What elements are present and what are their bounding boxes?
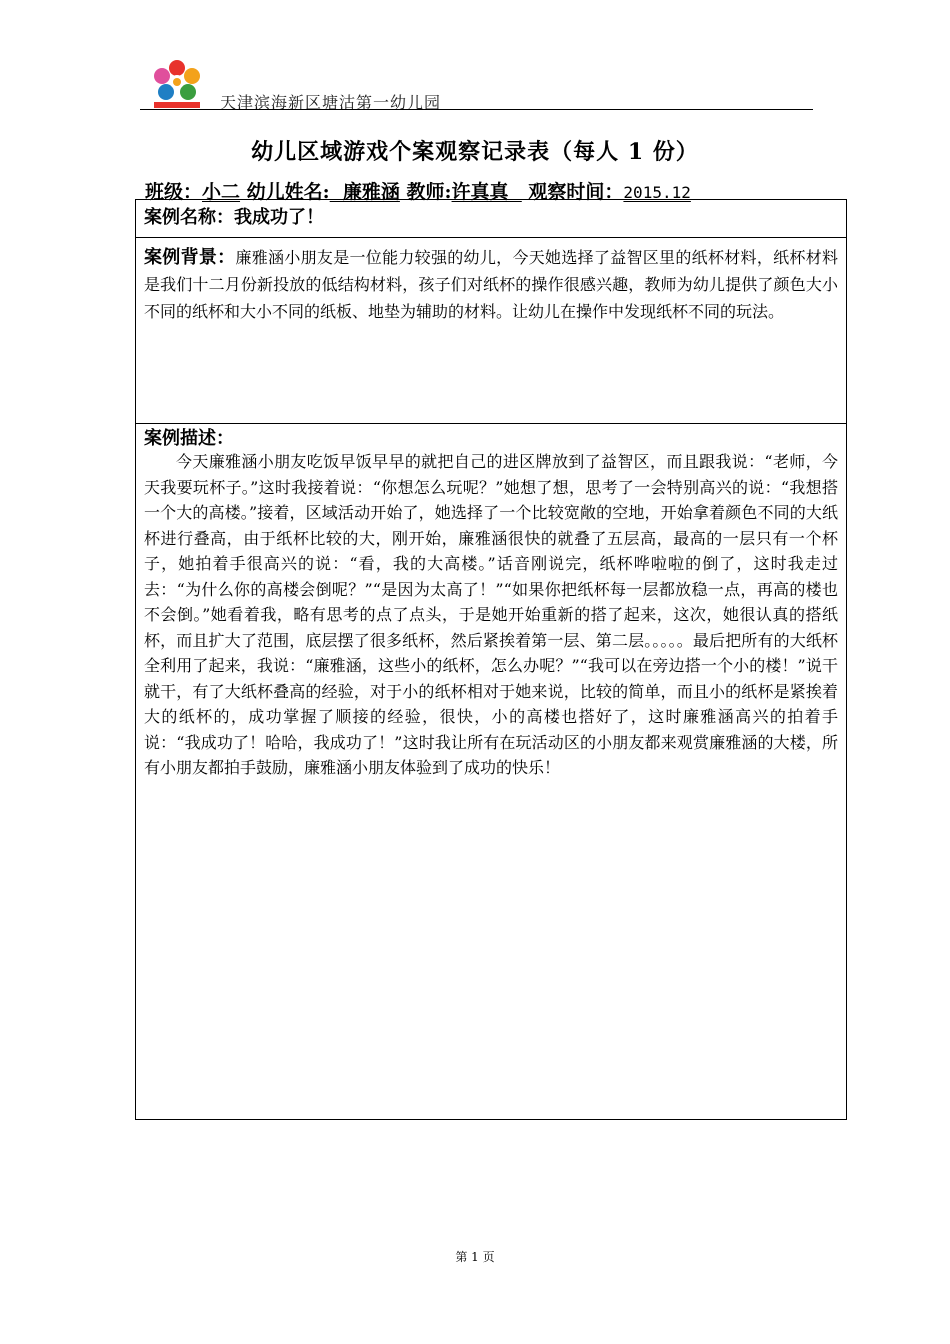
kindergarten-flower-logo-icon [148, 58, 206, 110]
case-description-row [136, 424, 846, 1121]
case-description-text: 今天廉雅涵小朋友吃饭早饭早早的就把自己的进区牌放到了益智区，而且跟我说：“老师，今天我要玩杯子。”这时我接着说：“你想怎么玩呢？”她想了想，思考了一会特别高兴的说：“我想搭一个大的高楼。”接着，区域活动开始了，她选择了一个比较宽敞的空地，开始拿着颜色不同的大纸杯进行叠高，由于纸杯比较的大，刚开始，廉雅涵很快的就叠了五层高，最高的一层只有一个杯子，她拍着手很高兴的说：“看，我的大高楼。”话音刚说完，纸杯哗啦啦的倒了，这时我走过去：“为什么你的高楼会倒呢？”“是因为太高了！”“如果你把纸杯每一层都放稳一点，再高的楼也不会倒。”她看着我，略有思考的点了点头，于是她开始重新的搭了起来，这次，她很认真的搭纸杯，而且扩大了范围，底层摆了很多纸杯，然后紧挨着第一层、第二层。。。。。最后把所有的大纸杯全利用了起来，我说：“廉雅涵，这些小的纸杯，怎么办呢？”“我可以在旁边搭一个小的楼！”说干就干，有了大纸杯叠高的经验，对于小的纸杯相对于她来说，比较的简单，而且小的纸杯是紧挨着大的纸杯的，成功掌握了顺接的经验，很快，小的高楼也搭好了，这时廉雅涵高兴的拍着手说：“我成功了！哈哈，我成功了！”这时我让所有在玩活动区的小朋友都来观赏廉雅涵的大楼，所有小朋友都拍手鼓励，廉雅涵小朋友体验到了成功的快乐！ [144, 452, 838, 777]
teacher-value: 许真真 [451, 181, 522, 203]
observation-time-value: 2015.12 [623, 183, 691, 202]
class-label: 班级： [145, 181, 203, 203]
header-divider [140, 109, 813, 110]
case-background [144, 244, 838, 325]
observation-record-table [135, 199, 847, 1120]
case-name-value: 我成功了！ [234, 207, 324, 228]
child-name-value: 廉雅涵 [329, 181, 400, 203]
case-name-label: 案例名称： [144, 207, 234, 228]
page-header [140, 52, 815, 110]
class-value: 小二 [202, 181, 241, 203]
case-description-label: 案例描述： [144, 428, 234, 449]
school-name: 天津滨海新区塘沽第一幼儿园 [220, 93, 442, 112]
page-title: 幼儿区域游戏个案观察记录表（每人 1 份） [251, 139, 699, 165]
case-name-row [136, 200, 846, 238]
case-background-text: 廉雅涵小朋友是一位能力较强的幼儿，今天她选择了益智区里的纸杯材料，纸杯材料是我们十二月份新投放的低结构材料，孩子们对纸杯的操作很感兴趣，教师为幼儿提供了颜色大小不同的纸杯和大小不同的纸板、地垫为辅助的材料。让幼儿在操作中发现纸杯不同的玩法。 [144, 248, 838, 321]
observation-time-label: 观察时间： [528, 181, 624, 203]
teacher-label: 教师: [406, 181, 452, 203]
case-background-row [136, 238, 846, 424]
page-number: 第 1 页 [455, 1250, 495, 1264]
child-name-label: 幼儿姓名: [246, 181, 330, 203]
case-name [144, 203, 324, 229]
case-background-label: 案例背景： [144, 247, 236, 268]
